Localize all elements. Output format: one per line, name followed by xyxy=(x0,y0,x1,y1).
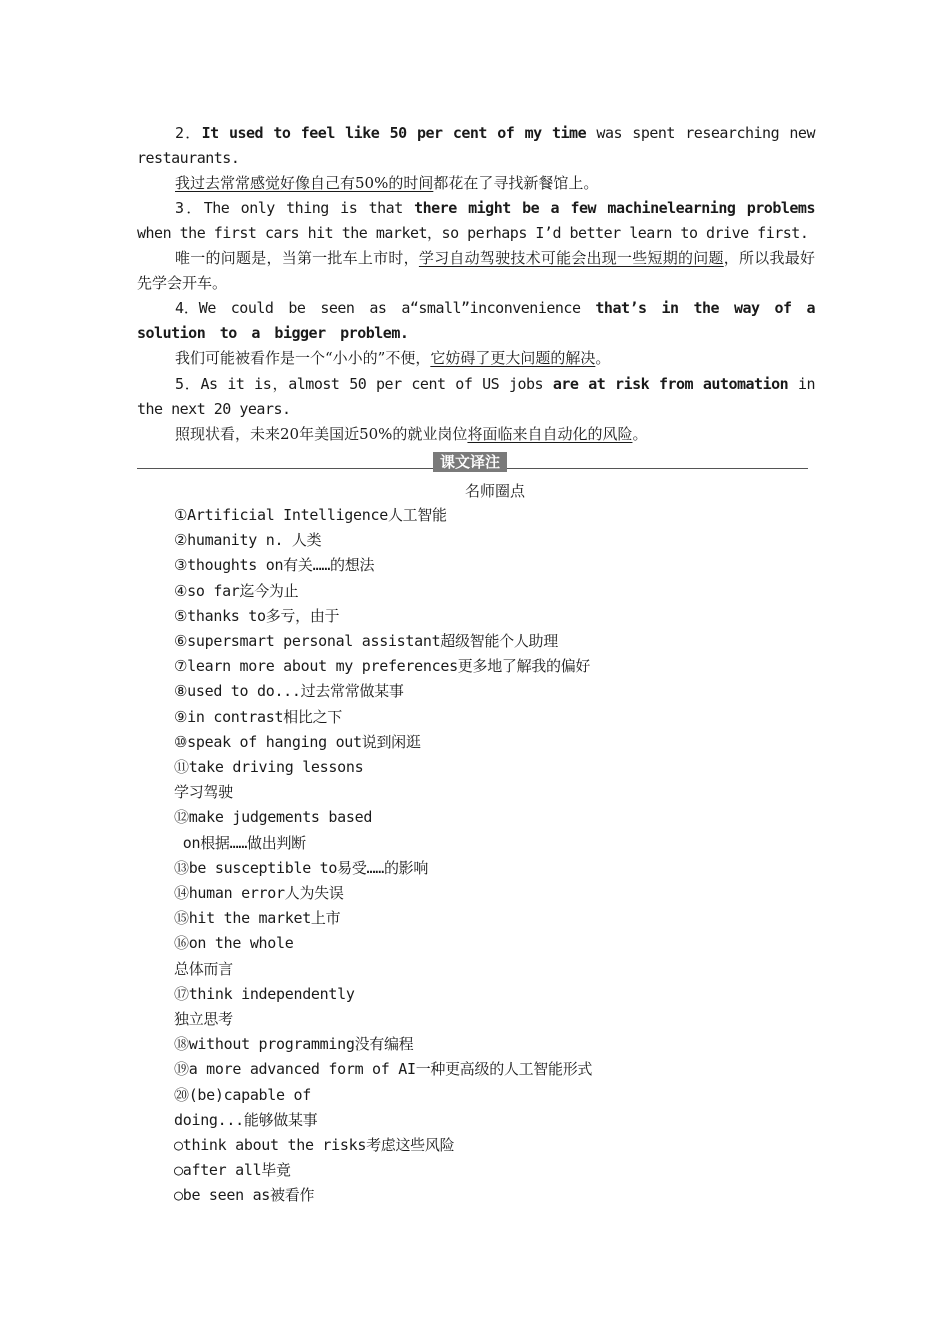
bold-phrase: there might be a few machinelearning problems xyxy=(414,199,815,217)
text-run: 照现状看，未来20年美国近50%的就业岗位 xyxy=(175,425,468,443)
note-item: ①Artificial Intelligence人工智能 xyxy=(174,506,447,524)
note-item: ○think about the risks考虑这些风险 xyxy=(174,1136,455,1155)
note-item: ⑰think independently xyxy=(174,984,355,1003)
text-run: in the next 20 years. xyxy=(137,375,816,418)
bold-phrase: It used to feel like 50 per cent of my time xyxy=(201,124,587,142)
note-item: ⑮hit the market上市 xyxy=(174,909,341,928)
note-item: ⑳(be)capable of xyxy=(174,1085,311,1104)
sentence-2-english xyxy=(137,121,815,171)
text-run: 我们可能被看作是一个“小小的”不便， xyxy=(175,349,431,367)
text-run: 4．We could be seen as a“small”inconvenience xyxy=(175,299,596,317)
note-item: ⑧used to do...过去常常做某事 xyxy=(174,682,404,701)
sentence-4-chinese xyxy=(137,346,815,371)
underlined-phrase: 它妨碍了更大问题的解决 xyxy=(430,349,596,367)
note-item: ⑱without programming没有编程 xyxy=(174,1035,414,1054)
bold-phrase: that’s in the way of a solution to a bigger problem. xyxy=(137,299,815,342)
note-item: ⑦learn more about my preferences更多地了解我的偏好 xyxy=(174,657,591,676)
section-subtitle: 名师圈点 xyxy=(464,482,525,500)
note-item: ②humanity n. 人类 xyxy=(174,531,322,550)
section-title: 课文译注 xyxy=(433,452,507,472)
text-run: was spent researching new restaurants. xyxy=(137,124,815,167)
note-item: ③thoughts on有关……的想法 xyxy=(174,556,375,575)
text-run: 都花在了寻找新餐馆上。 xyxy=(433,174,599,192)
sentence-5-english xyxy=(137,372,815,422)
sentence-3-english xyxy=(137,196,815,246)
note-item: doing...能够做某事 xyxy=(174,1110,318,1129)
text-run: when the first cars hit the market，so perhaps I’d better learn to drive first. xyxy=(137,224,809,242)
note-item: ○after all毕竟 xyxy=(174,1161,291,1180)
sentence-3-chinese xyxy=(137,246,815,296)
sentence-5-chinese xyxy=(137,422,815,447)
note-item: on根据……做出判断 xyxy=(174,833,306,852)
note-item: ⑨in contrast相比之下 xyxy=(174,707,342,726)
note-item: ⑫make judgements based xyxy=(174,808,373,827)
note-item: 学习驾驶 xyxy=(174,783,233,802)
text-run: 。 xyxy=(632,425,648,443)
note-item: ⑬be susceptible to易受……的影响 xyxy=(174,858,429,877)
bold-phrase: are at risk from automation xyxy=(552,375,789,393)
text-run: ，所以我最好先学会开车。 xyxy=(137,249,815,292)
note-item: ⑲a more advanced form of AI一种更高级的人工智能形式 xyxy=(174,1060,593,1079)
text-run: 唯一的问题是，当第一批车上市时， xyxy=(175,249,419,267)
note-item: ⑪take driving lessons xyxy=(174,758,364,777)
note-item: ⑭human error人为失误 xyxy=(174,884,344,903)
text-run: 2． xyxy=(175,124,202,142)
note-item: ⑯on the whole xyxy=(174,934,294,953)
underlined-phrase: 我过去常常感觉好像自己有50%的时间 xyxy=(175,174,434,192)
note-item: ⑥supersmart personal assistant超级智能个人助理 xyxy=(174,632,558,651)
vocabulary-notes-list xyxy=(174,503,814,1209)
note-item: ⑤thanks to多亏，由于 xyxy=(174,606,340,625)
note-item: ⑩speak of hanging out说到闲逛 xyxy=(174,732,421,751)
underlined-phrase: 将面临来自自动化的风险 xyxy=(467,425,633,443)
sentence-4-english xyxy=(137,296,815,346)
text-run: 5．As it is，almost 50 per cent of US jobs xyxy=(175,375,553,393)
text-run: 。 xyxy=(595,349,611,367)
note-item: 总体而言 xyxy=(174,959,233,978)
text-run: 3．The only thing is that xyxy=(175,199,415,217)
note-item: 独立思考 xyxy=(174,1010,233,1029)
sentence-2-chinese xyxy=(137,171,815,196)
underlined-phrase: 学习自动驾驶技术可能会出现一些短期的问题 xyxy=(418,249,724,267)
note-item: ④so far迄今为止 xyxy=(174,581,299,600)
note-item: ○be seen as被看作 xyxy=(174,1186,315,1205)
